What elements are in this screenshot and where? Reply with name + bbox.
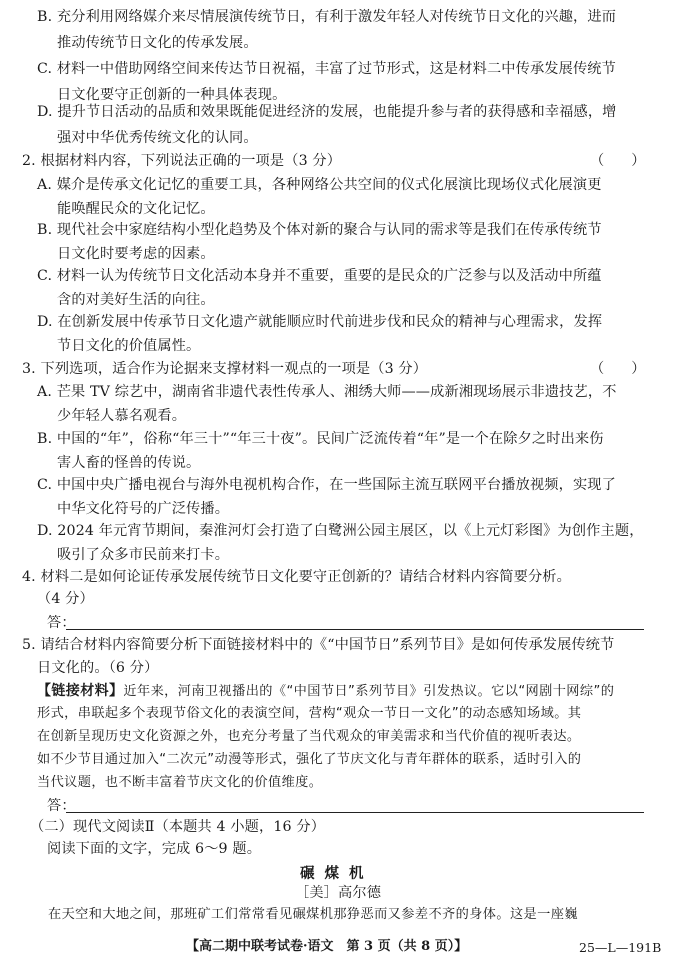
q5-link-material-line4: 如不少节目通过加入“二次元”动漫等形式，强化了节庆文化与青年群体的联系，适时引入的 (37, 752, 582, 767)
link-material-text-line1: 近年来，河南卫视播出的《“中国节日”系列节目》引发热议。它以“网剧十网综”的 (123, 684, 615, 699)
section2-heading: （二）现代文阅读Ⅱ（本题共 4 小题，16 分） (30, 819, 326, 835)
q5-link-material-line5: 当代议题，也不断丰富着节庆文化的价值维度。 (37, 775, 323, 790)
q2-option-d-line1: D. 在创新发展中传承节日文化遗产就能顺应时代前进步伐和民众的精神与心理需求，发挥 (37, 314, 603, 330)
q1-option-b-line1: B. 充分利用网络媒介来尽情展演传统节日，有利于激发年轻人对传统节日文化的兴趣，进而 (37, 9, 617, 25)
q4-stem-line2: （4 分） (37, 591, 94, 607)
q1-option-c-line1: C. 材料一中借助网络空间来传达节日祝福，丰富了过节形式，这是材料二中传承发展传统节 (37, 61, 616, 77)
q3-option-b-line1: B. 中国的“年”，俗称“年三十”“年三十夜”。民间广泛流传着“年”是一个在除夕之时出来伤 (37, 431, 604, 447)
q3-option-a-line2: 少年轻人慕名观看。 (57, 408, 187, 424)
q5-stem-line2: 日文化的。（6 分） (37, 660, 159, 676)
q5-link-material-line1 (37, 682, 614, 701)
q2-stem: 2. 根据材料内容，下列说法正确的一项是（3 分） (22, 153, 342, 169)
link-material-label: 【链接材料】 (37, 683, 124, 699)
q2-option-b-line2: 日文化时要考虑的因素。 (57, 246, 215, 262)
q5-stem-line1: 5. 请结合材料内容简要分析下面链接材料中的《“中国节日”系列节目》是如何传承发展传统节 (22, 637, 615, 653)
q3-option-c-line1: C. 中国中央广播电视台与海外电视机构合作，在一些国际主流互联网平台播放视频，实现了 (37, 477, 616, 493)
q4-answer-line[interactable] (66, 629, 644, 630)
q4-answer-label: 答： (47, 615, 76, 631)
q3-option-d-line1: D. 2024 年元宵节期间，秦淮河灯会打造了白鹭洲公园主展区，以《上元灯彩图》为创作主题， (37, 523, 644, 539)
q5-answer-line[interactable] (66, 812, 644, 813)
page-footer: 【高二期中联考试卷·语文 第 3 页（共 8 页）】 (186, 939, 468, 954)
q1-option-d-line1: D. 提升节日活动的品质和效果既能促进经济的发展，也能提升参与者的获得感和幸福感，增 (37, 104, 617, 120)
q1-option-b-line2: 推动传统节日文化的传承发展。 (57, 35, 258, 51)
article-body-line1: 在天空和大地之间，那班矿工们常常看见碾煤机那狰恶而又参差不齐的身体。这是一座巍 (48, 907, 578, 922)
q2-option-d-line2: 节日文化的价值属性。 (57, 338, 201, 354)
q4-stem-line1: 4. 材料二是如何论证传承发展传统节日文化要守正创新的？请结合材料内容简要分析。 (22, 569, 571, 585)
q2-option-c-line2: 含的对美好生活的向往。 (57, 292, 215, 308)
q5-answer-label: 答： (47, 798, 76, 814)
article-author: ［美］高尔德 (295, 885, 382, 901)
q3-option-c-line2: 中华文化符号的广泛传播。 (57, 501, 230, 517)
section2-instruction: 阅读下面的文字，完成 6～9 题。 (47, 841, 262, 857)
q1-option-d-line2: 强对中华优秀传统文化的认同。 (57, 130, 258, 146)
q3-answer-bracket[interactable]: （ ） (590, 361, 646, 377)
q2-option-a-line1: A. 媒介是传承文化记忆的重要工具，各种网络公共空间的仪式化展演比现场仪式化展演更 (37, 177, 602, 193)
q3-stem: 3. 下列选项，适合作为论据来支撑材料一观点的一项是（3 分） (22, 361, 428, 377)
q2-answer-bracket[interactable]: （ ） (590, 153, 646, 169)
q5-link-material-line3: 在创新呈现历史文化资源之外，也充分考量了当代观众的审美需求和当代价值的视听表达。 (37, 729, 581, 744)
q1-option-c-line2: 日文化要守正创新的一种具体表现。 (57, 87, 287, 103)
q2-option-c-line1: C. 材料一认为传统节日文化活动本身并不重要，重要的是民众的广泛参与以及活动中所蕴 (37, 268, 602, 284)
q3-option-a-line1: A. 芒果 TV 综艺中，湖南省非遗代表性传承人、湘绣大师——成新湘现场展示非遗技艺，不 (37, 384, 617, 400)
q5-link-material-line2: 形式，串联起多个表现节俗文化的表演空间，营构“观众一节日一文化”的动态感知场域。其 (37, 706, 582, 721)
q2-option-b-line1: B. 现代社会中家庭结构小型化趋势及个体对新的聚合与认同的需求等是我们在传承传统节 (37, 222, 602, 238)
article-title: 碾煤机 (300, 865, 374, 882)
q3-option-d-line2: 吸引了众多市民前来打卡。 (57, 547, 230, 563)
q2-option-a-line2: 能唤醒民众的文化记忆。 (57, 201, 215, 217)
paper-code: 25—L—191B (579, 940, 662, 955)
q3-option-b-line2: 害人畜的怪兽的传说。 (57, 455, 201, 471)
